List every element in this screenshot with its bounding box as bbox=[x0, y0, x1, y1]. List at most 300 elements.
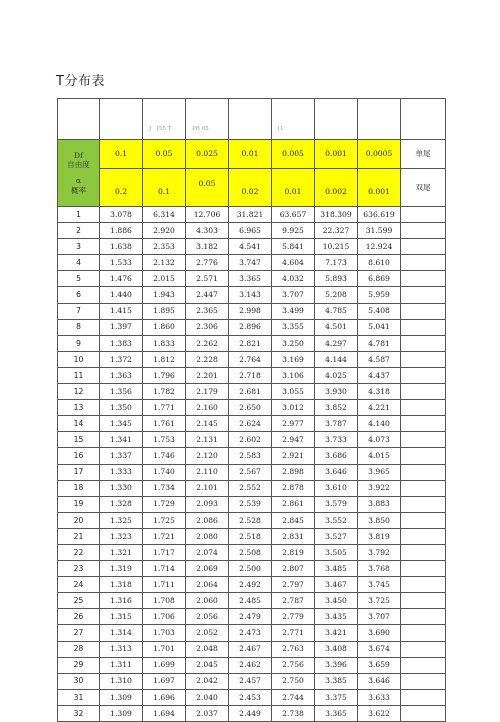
critical-value-cell: 2.819 bbox=[272, 544, 315, 560]
critical-value-cell: 1.886 bbox=[100, 223, 143, 239]
page-title: T分布表 bbox=[56, 74, 105, 89]
critical-value-cell: 2.040 bbox=[186, 689, 229, 705]
one-tail-label: 单尾 bbox=[401, 140, 446, 169]
df-cell: 2 bbox=[58, 223, 100, 239]
critical-value-cell: 1.341 bbox=[100, 432, 143, 448]
critical-value-cell: 636.619 bbox=[358, 207, 401, 223]
critical-value-cell: 1.860 bbox=[143, 319, 186, 335]
empty-cell bbox=[401, 384, 446, 400]
critical-value-cell: 2.567 bbox=[229, 464, 272, 480]
critical-value-cell: 4.221 bbox=[358, 400, 401, 416]
critical-value-cell: 1.708 bbox=[143, 593, 186, 609]
two-tail-label: 双尾 bbox=[401, 169, 446, 207]
critical-value-cell: 5.841 bbox=[272, 239, 315, 255]
critical-value-cell: 4.144 bbox=[315, 351, 358, 367]
df-cell: 14 bbox=[58, 416, 100, 432]
table-row bbox=[58, 528, 446, 544]
df-label-cn: 自由度 bbox=[67, 160, 90, 170]
critical-value-cell: 2.518 bbox=[229, 528, 272, 544]
critical-value-cell: 4.303 bbox=[186, 223, 229, 239]
critical-value-cell: 9.925 bbox=[272, 223, 315, 239]
critical-value-cell: 3.883 bbox=[358, 496, 401, 512]
critical-value-cell: 4.318 bbox=[358, 384, 401, 400]
critical-value-cell: 1.895 bbox=[143, 303, 186, 319]
critical-value-cell: 2.624 bbox=[229, 416, 272, 432]
critical-value-cell: 3.169 bbox=[272, 351, 315, 367]
table-row bbox=[58, 255, 446, 271]
df-cell: 4 bbox=[58, 255, 100, 271]
critical-value-cell: 12.924 bbox=[358, 239, 401, 255]
critical-value-cell: 2.365 bbox=[186, 303, 229, 319]
critical-value-cell: 3.792 bbox=[358, 544, 401, 560]
prob-label: 概率 bbox=[70, 185, 87, 195]
empty-cell bbox=[401, 657, 446, 673]
critical-value-cell: 2.528 bbox=[229, 512, 272, 528]
critical-value-cell: 31.599 bbox=[358, 223, 401, 239]
critical-value-cell: 5.959 bbox=[358, 287, 401, 303]
critical-value-cell: 2.500 bbox=[229, 561, 272, 577]
critical-value-cell: 3.707 bbox=[272, 287, 315, 303]
critical-value-cell: 2.056 bbox=[186, 609, 229, 625]
critical-value-cell: 2.845 bbox=[272, 512, 315, 528]
critical-value-cell: 2.060 bbox=[186, 593, 229, 609]
critical-value-cell: 2.228 bbox=[186, 351, 229, 367]
blank-cell bbox=[401, 99, 446, 140]
critical-value-cell: 2.571 bbox=[186, 271, 229, 287]
critical-value-cell: 1.771 bbox=[143, 400, 186, 416]
critical-value-cell: 2.764 bbox=[229, 351, 272, 367]
critical-value-cell: 1.717 bbox=[143, 544, 186, 560]
critical-value-cell: 3.012 bbox=[272, 400, 315, 416]
critical-value-cell: 1.833 bbox=[143, 335, 186, 351]
empty-cell bbox=[401, 528, 446, 544]
table-row bbox=[58, 335, 446, 351]
critical-value-cell: 1.711 bbox=[143, 577, 186, 593]
one-tail-alpha: 0.01 bbox=[229, 140, 272, 169]
critical-value-cell: 2.306 bbox=[186, 319, 229, 335]
critical-value-cell: 2.896 bbox=[229, 319, 272, 335]
table-row bbox=[58, 641, 446, 657]
critical-value-cell: 2.921 bbox=[272, 448, 315, 464]
critical-value-cell: 2.110 bbox=[186, 464, 229, 480]
critical-value-cell: 1.315 bbox=[100, 609, 143, 625]
critical-value-cell: 3.768 bbox=[358, 561, 401, 577]
df-cell: 17 bbox=[58, 464, 100, 480]
empty-cell bbox=[401, 432, 446, 448]
table-row bbox=[58, 303, 446, 319]
critical-value-cell: 1.309 bbox=[100, 689, 143, 705]
critical-value-cell: 1.415 bbox=[100, 303, 143, 319]
empty-cell bbox=[401, 400, 446, 416]
blank-cell bbox=[100, 99, 143, 140]
critical-value-cell: 1.753 bbox=[143, 432, 186, 448]
critical-value-cell: 2.920 bbox=[143, 223, 186, 239]
empty-cell bbox=[401, 641, 446, 657]
table-row bbox=[58, 384, 446, 400]
critical-value-cell: 1.746 bbox=[143, 448, 186, 464]
critical-value-cell: 3.499 bbox=[272, 303, 315, 319]
critical-value-cell: 3.819 bbox=[358, 528, 401, 544]
critical-value-cell: 2.763 bbox=[272, 641, 315, 657]
critical-value-cell: 2.037 bbox=[186, 705, 229, 721]
empty-cell bbox=[401, 271, 446, 287]
two-tail-alpha: 0.05 bbox=[186, 169, 229, 207]
two-tail-alpha: 0.1 bbox=[143, 169, 186, 207]
two-tail-alpha: 0.01 bbox=[272, 169, 315, 207]
critical-value-cell: 1.734 bbox=[143, 480, 186, 496]
critical-value-cell: 3.725 bbox=[358, 593, 401, 609]
critical-value-cell: 4.785 bbox=[315, 303, 358, 319]
critical-value-cell: 3.408 bbox=[315, 641, 358, 657]
critical-value-cell: 1.345 bbox=[100, 416, 143, 432]
critical-value-cell: 2.145 bbox=[186, 416, 229, 432]
critical-value-cell: 3.930 bbox=[315, 384, 358, 400]
critical-value-cell: 1.316 bbox=[100, 593, 143, 609]
critical-value-cell: 12.706 bbox=[186, 207, 229, 223]
critical-value-cell: 1.533 bbox=[100, 255, 143, 271]
empty-cell bbox=[401, 303, 446, 319]
critical-value-cell: 3.250 bbox=[272, 335, 315, 351]
blank-cell: [1' bbox=[272, 99, 315, 140]
critical-value-cell: 2.101 bbox=[186, 480, 229, 496]
empty-cell bbox=[401, 255, 446, 271]
critical-value-cell: 2.080 bbox=[186, 528, 229, 544]
critical-value-cell: 1.350 bbox=[100, 400, 143, 416]
critical-value-cell: 1.706 bbox=[143, 609, 186, 625]
critical-value-cell: 2.069 bbox=[186, 561, 229, 577]
critical-value-cell: 4.587 bbox=[358, 351, 401, 367]
table-row bbox=[58, 512, 446, 528]
critical-value-cell: 1.309 bbox=[100, 705, 143, 721]
critical-value-cell: 2.120 bbox=[186, 448, 229, 464]
critical-value-cell: 2.861 bbox=[272, 496, 315, 512]
table-row bbox=[58, 625, 446, 641]
critical-value-cell: 3.385 bbox=[315, 673, 358, 689]
empty-cell bbox=[401, 689, 446, 705]
df-cell: 5 bbox=[58, 271, 100, 287]
critical-value-cell: 3.505 bbox=[315, 544, 358, 560]
t-distribution-table bbox=[57, 98, 446, 722]
critical-value-cell: 1.318 bbox=[100, 577, 143, 593]
critical-value-cell: 2.453 bbox=[229, 689, 272, 705]
df-cell: 23 bbox=[58, 561, 100, 577]
critical-value-cell: 1.729 bbox=[143, 496, 186, 512]
df-cell: 26 bbox=[58, 609, 100, 625]
critical-value-cell: 3.852 bbox=[315, 400, 358, 416]
critical-value-cell: 2.947 bbox=[272, 432, 315, 448]
two-tail-alpha: 0.001 bbox=[358, 169, 401, 207]
table-row bbox=[58, 351, 446, 367]
critical-value-cell: 3.707 bbox=[358, 609, 401, 625]
critical-value-cell: 1.697 bbox=[143, 673, 186, 689]
df-cell: 22 bbox=[58, 544, 100, 560]
critical-value-cell: 1.943 bbox=[143, 287, 186, 303]
df-cell: 25 bbox=[58, 593, 100, 609]
critical-value-cell: 2.074 bbox=[186, 544, 229, 560]
one-tail-alpha: 0.0005 bbox=[358, 140, 401, 169]
df-cell: 9 bbox=[58, 335, 100, 351]
df-cell: 3 bbox=[58, 239, 100, 255]
critical-value-cell: 22.327 bbox=[315, 223, 358, 239]
table-row bbox=[58, 480, 446, 496]
critical-value-cell: 4.781 bbox=[358, 335, 401, 351]
critical-value-cell: 3.646 bbox=[358, 673, 401, 689]
table-row bbox=[58, 319, 446, 335]
one-tail-alpha: 0.001 bbox=[315, 140, 358, 169]
critical-value-cell: 3.686 bbox=[315, 448, 358, 464]
blank-cell: J [55 T bbox=[143, 99, 186, 140]
critical-value-cell: 2.771 bbox=[272, 625, 315, 641]
critical-value-cell: 2.201 bbox=[186, 367, 229, 383]
critical-value-cell: 2.462 bbox=[229, 657, 272, 673]
critical-value-cell: 3.922 bbox=[358, 480, 401, 496]
critical-value-cell: 2.998 bbox=[229, 303, 272, 319]
critical-value-cell: 2.467 bbox=[229, 641, 272, 657]
critical-value-cell: 1.383 bbox=[100, 335, 143, 351]
critical-value-cell: 2.756 bbox=[272, 657, 315, 673]
critical-value-cell: 2.602 bbox=[229, 432, 272, 448]
critical-value-cell: 4.437 bbox=[358, 367, 401, 383]
critical-value-cell: 2.552 bbox=[229, 480, 272, 496]
critical-value-cell: 2.479 bbox=[229, 609, 272, 625]
critical-value-cell: 2.821 bbox=[229, 335, 272, 351]
critical-value-cell: 4.032 bbox=[272, 271, 315, 287]
empty-cell bbox=[401, 673, 446, 689]
empty-cell bbox=[401, 593, 446, 609]
critical-value-cell: 3.078 bbox=[100, 207, 143, 223]
critical-value-cell: 3.375 bbox=[315, 689, 358, 705]
critical-value-cell: 1.311 bbox=[100, 657, 143, 673]
critical-value-cell: 3.365 bbox=[229, 271, 272, 287]
critical-value-cell: 1.328 bbox=[100, 496, 143, 512]
critical-value-cell: 1.812 bbox=[143, 351, 186, 367]
critical-value-cell: 3.485 bbox=[315, 561, 358, 577]
critical-value-cell: 1.440 bbox=[100, 287, 143, 303]
critical-value-cell: 2.492 bbox=[229, 577, 272, 593]
critical-value-cell: 2.508 bbox=[229, 544, 272, 560]
critical-value-cell: 2.447 bbox=[186, 287, 229, 303]
critical-value-cell: 1.782 bbox=[143, 384, 186, 400]
blank-cell bbox=[229, 99, 272, 140]
critical-value-cell: 2.015 bbox=[143, 271, 186, 287]
critical-value-cell: 2.052 bbox=[186, 625, 229, 641]
critical-value-cell: 3.646 bbox=[315, 464, 358, 480]
critical-value-cell: 1.325 bbox=[100, 512, 143, 528]
critical-value-cell: 1.696 bbox=[143, 689, 186, 705]
critical-value-cell: 1.319 bbox=[100, 561, 143, 577]
critical-value-cell: 2.681 bbox=[229, 384, 272, 400]
empty-cell bbox=[401, 625, 446, 641]
critical-value-cell: 4.140 bbox=[358, 416, 401, 432]
empty-cell bbox=[401, 367, 446, 383]
critical-value-cell: 1.337 bbox=[100, 448, 143, 464]
table-row bbox=[58, 577, 446, 593]
table-row bbox=[58, 561, 446, 577]
table-row bbox=[58, 464, 446, 480]
critical-value-cell: 3.579 bbox=[315, 496, 358, 512]
critical-value-cell: 3.690 bbox=[358, 625, 401, 641]
one-tail-alpha: 0.05 bbox=[143, 140, 186, 169]
critical-value-cell: 5.208 bbox=[315, 287, 358, 303]
critical-value-cell: 2.583 bbox=[229, 448, 272, 464]
critical-value-cell: 2.539 bbox=[229, 496, 272, 512]
critical-value-cell: 3.659 bbox=[358, 657, 401, 673]
critical-value-cell: 1.356 bbox=[100, 384, 143, 400]
critical-value-cell: 2.738 bbox=[272, 705, 315, 721]
empty-cell bbox=[401, 335, 446, 351]
empty-cell bbox=[401, 609, 446, 625]
blank-cell bbox=[58, 99, 100, 140]
critical-value-cell: 2.744 bbox=[272, 689, 315, 705]
df-cell: 21 bbox=[58, 528, 100, 544]
df-cell: 18 bbox=[58, 480, 100, 496]
empty-cell bbox=[401, 577, 446, 593]
df-cell: 11 bbox=[58, 367, 100, 383]
critical-value-cell: 1.725 bbox=[143, 512, 186, 528]
df-cell: 31 bbox=[58, 689, 100, 705]
critical-value-cell: 2.718 bbox=[229, 367, 272, 383]
two-tail-row bbox=[58, 169, 446, 207]
empty-cell bbox=[401, 319, 446, 335]
empty-cell bbox=[401, 287, 446, 303]
table-row bbox=[58, 207, 446, 223]
critical-value-cell: 1.701 bbox=[143, 641, 186, 657]
empty-cell bbox=[401, 480, 446, 496]
critical-value-cell: 2.485 bbox=[229, 593, 272, 609]
two-tail-alpha: 0.02 bbox=[229, 169, 272, 207]
critical-value-cell: 3.435 bbox=[315, 609, 358, 625]
empty-cell bbox=[401, 561, 446, 577]
table-row bbox=[58, 239, 446, 255]
empty-cell bbox=[401, 207, 446, 223]
two-tail-alpha: 0.002 bbox=[315, 169, 358, 207]
critical-value-cell: 63.657 bbox=[272, 207, 315, 223]
critical-value-cell: 3.850 bbox=[358, 512, 401, 528]
table-row bbox=[58, 544, 446, 560]
empty-cell bbox=[401, 239, 446, 255]
table-row bbox=[58, 448, 446, 464]
critical-value-cell: 2.086 bbox=[186, 512, 229, 528]
blank-header-row bbox=[58, 99, 446, 140]
critical-value-cell: 1.761 bbox=[143, 416, 186, 432]
one-tail-alpha: 0.005 bbox=[272, 140, 315, 169]
critical-value-cell: 318.309 bbox=[315, 207, 358, 223]
critical-value-cell: 3.421 bbox=[315, 625, 358, 641]
empty-cell bbox=[401, 496, 446, 512]
df-cell: 32 bbox=[58, 705, 100, 721]
empty-cell bbox=[401, 223, 446, 239]
critical-value-cell: 2.045 bbox=[186, 657, 229, 673]
critical-value-cell: 4.015 bbox=[358, 448, 401, 464]
empty-cell bbox=[401, 464, 446, 480]
critical-value-cell: 3.055 bbox=[272, 384, 315, 400]
critical-value-cell: 1.310 bbox=[100, 673, 143, 689]
df-cell: 1 bbox=[58, 207, 100, 223]
critical-value-cell: 4.025 bbox=[315, 367, 358, 383]
table-row bbox=[58, 432, 446, 448]
critical-value-cell: 3.143 bbox=[229, 287, 272, 303]
critical-value-cell: 10.215 bbox=[315, 239, 358, 255]
critical-value-cell: 2.977 bbox=[272, 416, 315, 432]
critical-value-cell: 31.821 bbox=[229, 207, 272, 223]
table-row bbox=[58, 496, 446, 512]
critical-value-cell: 1.703 bbox=[143, 625, 186, 641]
critical-value-cell: 3.355 bbox=[272, 319, 315, 335]
critical-value-cell: 5.893 bbox=[315, 271, 358, 287]
critical-value-cell: 5.408 bbox=[358, 303, 401, 319]
one-tail-alpha: 0.025 bbox=[186, 140, 229, 169]
critical-value-cell: 3.965 bbox=[358, 464, 401, 480]
critical-value-cell: 3.622 bbox=[358, 705, 401, 721]
critical-value-cell: 1.323 bbox=[100, 528, 143, 544]
critical-value-cell: 3.106 bbox=[272, 367, 315, 383]
two-tail-alpha: 0.2 bbox=[100, 169, 143, 207]
critical-value-cell: 6.314 bbox=[143, 207, 186, 223]
critical-value-cell: 3.450 bbox=[315, 593, 358, 609]
one-tail-alpha: 0.1 bbox=[100, 140, 143, 169]
critical-value-cell: 2.779 bbox=[272, 609, 315, 625]
critical-value-cell: 1.694 bbox=[143, 705, 186, 721]
one-tail-row bbox=[58, 140, 446, 169]
df-cell: 16 bbox=[58, 448, 100, 464]
critical-value-cell: 1.313 bbox=[100, 641, 143, 657]
df-cell: 20 bbox=[58, 512, 100, 528]
critical-value-cell: 2.048 bbox=[186, 641, 229, 657]
critical-value-cell: 1.476 bbox=[100, 271, 143, 287]
df-cell: 10 bbox=[58, 351, 100, 367]
critical-value-cell: 2.457 bbox=[229, 673, 272, 689]
critical-value-cell: 4.604 bbox=[272, 255, 315, 271]
critical-value-cell: 1.363 bbox=[100, 367, 143, 383]
df-header-cell bbox=[58, 140, 100, 207]
critical-value-cell: 1.333 bbox=[100, 464, 143, 480]
critical-value-cell: 1.740 bbox=[143, 464, 186, 480]
critical-value-cell: 2.776 bbox=[186, 255, 229, 271]
critical-value-cell: 4.073 bbox=[358, 432, 401, 448]
critical-value-cell: 3.787 bbox=[315, 416, 358, 432]
critical-value-cell: 7.173 bbox=[315, 255, 358, 271]
critical-value-cell: 6.965 bbox=[229, 223, 272, 239]
critical-value-cell: 2.787 bbox=[272, 593, 315, 609]
df-cell: 8 bbox=[58, 319, 100, 335]
df-cell: 19 bbox=[58, 496, 100, 512]
table-row bbox=[58, 657, 446, 673]
critical-value-cell: 2.093 bbox=[186, 496, 229, 512]
alpha-label: α bbox=[75, 176, 82, 185]
critical-value-cell: 1.372 bbox=[100, 351, 143, 367]
critical-value-cell: 2.064 bbox=[186, 577, 229, 593]
critical-value-cell: 3.610 bbox=[315, 480, 358, 496]
critical-value-cell: 1.638 bbox=[100, 239, 143, 255]
critical-value-cell: 1.699 bbox=[143, 657, 186, 673]
critical-value-cell: 3.467 bbox=[315, 577, 358, 593]
critical-value-cell: 2.449 bbox=[229, 705, 272, 721]
df-cell: 29 bbox=[58, 657, 100, 673]
critical-value-cell: 6.869 bbox=[358, 271, 401, 287]
df-cell: 13 bbox=[58, 400, 100, 416]
critical-value-cell: 2.262 bbox=[186, 335, 229, 351]
critical-value-cell: 2.160 bbox=[186, 400, 229, 416]
table-row bbox=[58, 689, 446, 705]
critical-value-cell: 2.878 bbox=[272, 480, 315, 496]
empty-cell bbox=[401, 448, 446, 464]
critical-value-cell: 4.541 bbox=[229, 239, 272, 255]
table-row bbox=[58, 400, 446, 416]
critical-value-cell: 3.674 bbox=[358, 641, 401, 657]
empty-cell bbox=[401, 351, 446, 367]
empty-cell bbox=[401, 416, 446, 432]
critical-value-cell: 8.610 bbox=[358, 255, 401, 271]
